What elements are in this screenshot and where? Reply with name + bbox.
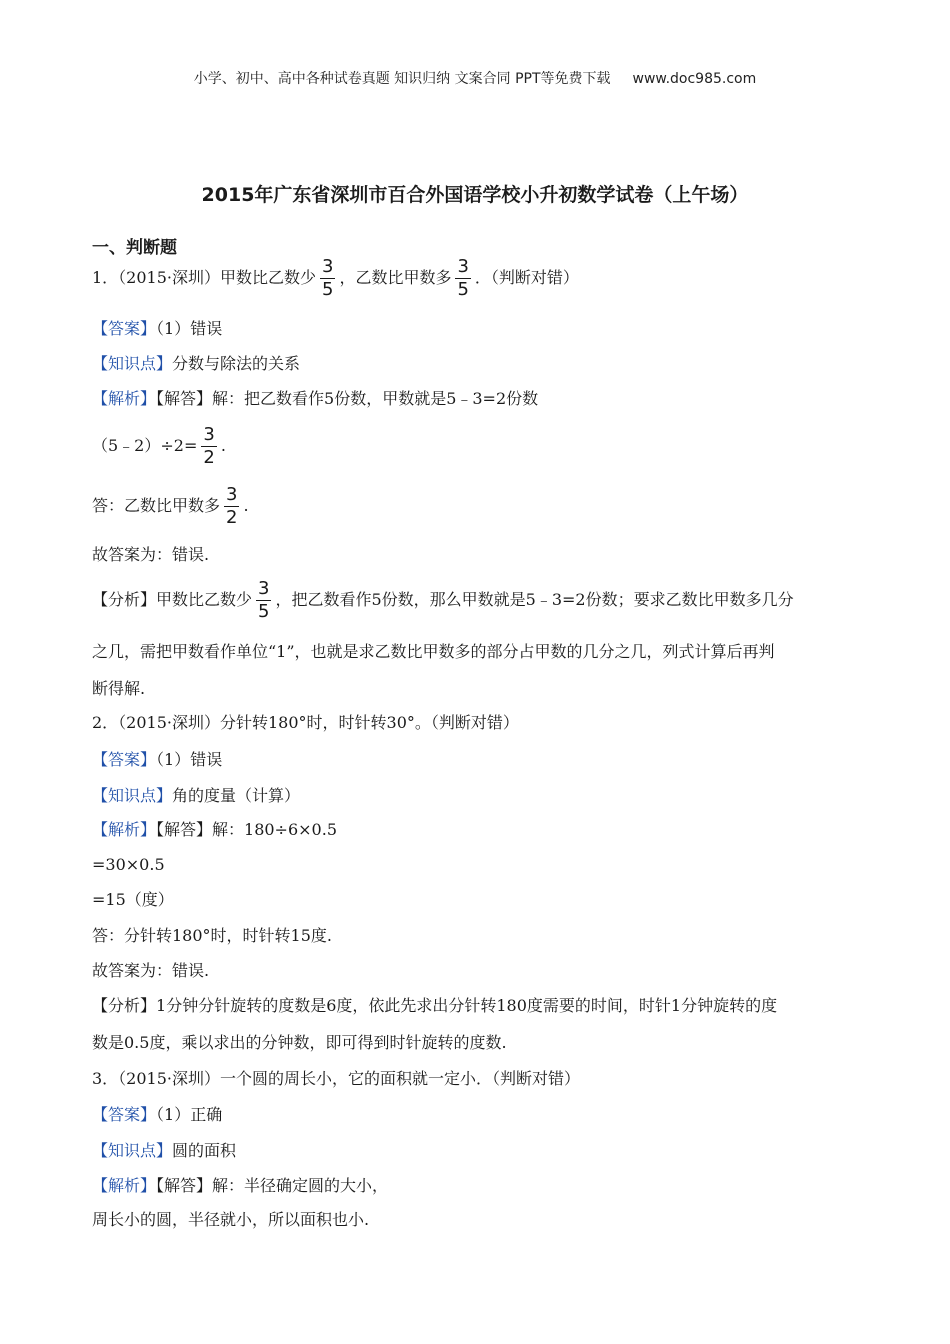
calc-line: （5﹣2）÷2= $\frac{3}{2}$ .: [92, 424, 226, 468]
reply-line: 答：分针转180°时，时针转15度.: [92, 926, 332, 945]
answer-tag: 【答案】: [92, 319, 157, 338]
fenxi-line-1: 【分析】1分钟分针旋转的度数是6度，依此先求出分针转180度需要的时间，时针1分钟旋转的度: [92, 996, 778, 1015]
fenxi-tag: 【分析】: [92, 996, 157, 1015]
fenxi-line-3: 断得解.: [92, 679, 146, 698]
fraction: $\frac{3}{2}$: [226, 484, 238, 528]
fraction: $\frac{3}{5}$: [258, 578, 270, 622]
fenxi-line-2: 之几，需把甲数看作单位“1”，也就是求乙数比甲数多的部分占甲数的几分之几，列式计算后再判: [92, 642, 775, 661]
analysis-line: 【解析】【解答】解：把乙数看作5份数，甲数就是5﹣3=2份数: [92, 389, 539, 408]
analysis-tag: 【解析】: [92, 1176, 157, 1195]
question-1-mid: ，乙数比甲数多: [339, 268, 452, 287]
section-title: 一、判断题: [92, 238, 177, 258]
calc-step: =15（度）: [92, 890, 174, 909]
question-1-suffix: ．（判断对错）: [474, 268, 579, 287]
knowledge-line: 【知识点】分数与除法的关系: [92, 354, 301, 373]
question-1-prefix: 1．（2015·深圳）甲数比乙数少: [92, 268, 316, 287]
conclusion-line: 故答案为：错误.: [92, 545, 210, 564]
analysis-line-2: 周长小的圆，半径就小，所以面积也小.: [92, 1210, 370, 1229]
knowledge-line: 【知识点】圆的面积: [92, 1141, 237, 1160]
question-3: 3．（2015·深圳）一个圆的周长小，它的面积就一定小．（判断对错）: [92, 1069, 580, 1088]
fenxi-line-2: 数是0.5度，乘以求出的分钟数，即可得到时针旋转的度数.: [92, 1033, 507, 1052]
question-2: 2．（2015·深圳）分针转180°时，时针转30°。（判断对错）: [92, 713, 519, 732]
knowledge-line: 【知识点】角的度量（计算）: [92, 786, 301, 805]
reply-line: 答：乙数比甲数多 $\frac{3}{2}$ .: [92, 484, 249, 528]
analysis-tag: 【解析】: [92, 389, 157, 408]
page-header: [0, 68, 950, 88]
knowledge-tag: 【知识点】: [92, 1141, 173, 1160]
analysis-line: 【解析】【解答】解：180÷6×0.5: [92, 820, 337, 839]
answer-tag: 【答案】: [92, 1105, 157, 1124]
answer-tag: 【答案】: [92, 750, 157, 769]
fraction: $\frac{3}{2}$: [203, 424, 215, 468]
exam-title: 2015年广东省深圳市百合外国语学校小升初数学试卷（上午场）: [201, 184, 749, 206]
calc-step: =30×0.5: [92, 855, 165, 874]
analysis-tag: 【解析】: [92, 820, 157, 839]
header-site-link[interactable]: www.doc985.com: [632, 71, 757, 87]
question-1: [92, 258, 579, 299]
knowledge-tag: 【知识点】: [92, 354, 173, 373]
answer-line: 【答案】（1）正确: [92, 1105, 223, 1124]
fenxi-tag: 【分析】: [92, 590, 157, 609]
fenxi-line-1: 【分析】甲数比乙数少 $\frac{3}{5}$ ，把乙数看作5份数，那么甲数就是5﹣3=2份数；要求乙数比甲数多几分: [92, 578, 794, 622]
answer-line: 【答案】（1）错误: [92, 319, 223, 338]
header-slogan: 小学、初中、高中各种试卷真题 知识归纳 文案合同 PPT等免费下载: [193, 71, 611, 87]
fraction: $\frac{3}{5}$: [322, 256, 334, 300]
analysis-line: 【解析】【解答】解：半径确定圆的大小，: [92, 1176, 389, 1195]
fraction: $\frac{3}{5}$: [457, 256, 469, 300]
conclusion-line: 故答案为：错误.: [92, 961, 210, 980]
knowledge-tag: 【知识点】: [92, 786, 173, 805]
answer-line: 【答案】（1）错误: [92, 750, 223, 769]
